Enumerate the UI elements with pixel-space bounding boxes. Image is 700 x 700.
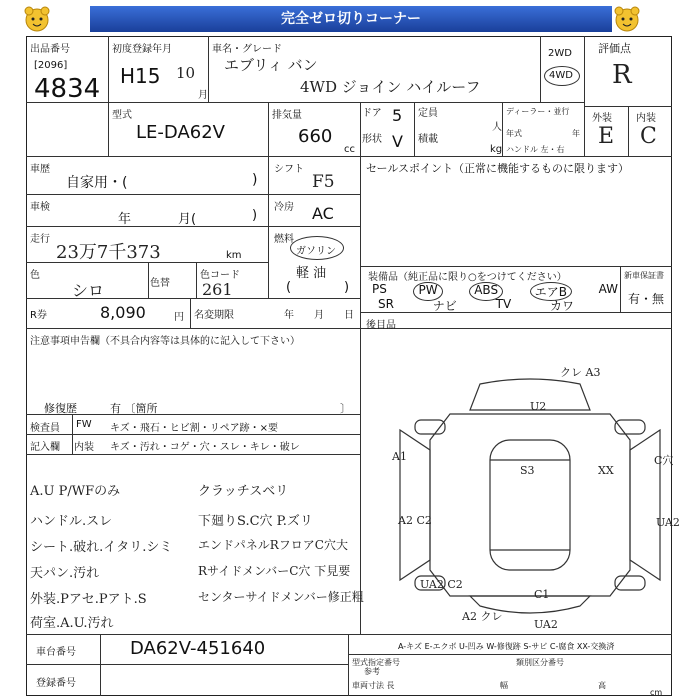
car-name: エブリィ バン: [224, 56, 318, 74]
check-list-1: キズ・飛石・ヒビ割・リペア跡・×要: [110, 423, 278, 434]
mileage-unit: km: [226, 250, 242, 261]
aircon-value: AC: [312, 204, 334, 223]
note-9: 外装.Pアセ.Pアト.S: [30, 592, 147, 607]
displacement-value: 660: [298, 126, 333, 147]
recycle-fee-value: 8,090: [100, 303, 146, 322]
note-2: クラッチスベリ: [198, 484, 289, 499]
check-code-1: FW: [76, 419, 92, 430]
inspection-year: 年: [118, 212, 132, 227]
repair-close: 〕: [340, 402, 351, 415]
registration-label: 登録番号: [36, 678, 76, 689]
capacity-label: 定員: [418, 108, 438, 119]
note-10: センターサイドメンバー修正粗: [198, 590, 364, 604]
note-8: RサイドメンバーC穴 下見要: [198, 564, 351, 578]
mark-a2-c2: A2 C2: [398, 514, 432, 527]
doors-label: ドア: [362, 108, 382, 119]
fuel-label: 燃料: [274, 234, 294, 245]
car-grade: 4WD ジョイン ハイルーフ: [300, 78, 481, 96]
name-change-day: 日: [344, 310, 354, 321]
aircon-label: 冷房: [274, 202, 294, 213]
dealer-label: ディーラー・並行: [506, 107, 570, 116]
chassis-value: DA62V-451640: [130, 638, 266, 659]
equip-abs: ABS: [469, 282, 503, 301]
year-label: 年式: [506, 129, 522, 138]
mark-ua2-bottom: UA2: [534, 618, 558, 631]
history-value: 自家用・(: [66, 175, 128, 191]
dims-label-1: 型式指定番号: [352, 658, 400, 667]
fuel-paren-close: ): [344, 280, 350, 295]
equip-leather: カワ: [549, 299, 574, 313]
grade-value: R: [612, 60, 632, 90]
first-reg-label: 初度登録年月: [112, 44, 172, 55]
first-reg-month-unit: 月: [198, 90, 208, 101]
check-label-1: 検査員: [30, 423, 60, 434]
repair-label: 修復歴: [44, 402, 77, 415]
note-11: 荷室.A.U.汚れ: [30, 616, 114, 631]
inspection-label: 車検: [30, 202, 50, 213]
dims-length: 車両寸法 長: [352, 681, 395, 690]
model-value: LE-DA62V: [136, 122, 225, 143]
recycle-fee-unit: 円: [174, 312, 184, 323]
interior-value: C: [640, 124, 657, 149]
shift-value: F5: [312, 172, 335, 192]
gasoline: ガソリン: [296, 246, 336, 257]
dims-label-2: 類別区分番号: [516, 658, 564, 667]
name-change-label: 名変期限: [194, 310, 234, 321]
first-reg-month: 10: [176, 64, 196, 82]
car-name-label: 車名・グレード: [212, 44, 282, 55]
shape-label: 形状: [362, 134, 382, 145]
mark-xx: XX: [598, 464, 614, 477]
load-label: 積載: [418, 134, 438, 145]
shape-value: V: [392, 132, 403, 151]
equip-sr: SR: [378, 297, 394, 311]
displacement-label: 排気量: [272, 110, 302, 121]
mascot-left-icon: [22, 4, 52, 34]
color-label: 色: [30, 270, 40, 281]
check-label-2: 記入欄: [30, 442, 60, 453]
color-value: シロ: [72, 281, 105, 300]
repair-has: 有 〔箇所: [110, 402, 158, 415]
mark-u2: U2: [530, 400, 547, 413]
model-label: 型式: [112, 110, 132, 121]
two-wd: 2WD: [548, 48, 572, 59]
note-5: シート.破れ.イタリ.シミ: [30, 540, 173, 555]
check-list-2: キズ・汚れ・コゲ・穴・スレ・キレ・破レ: [110, 442, 300, 453]
check-code-2: 内装: [74, 442, 94, 453]
note-1: A.U P/WFのみ: [30, 484, 121, 499]
dims-width: 幅: [500, 681, 508, 690]
mark-s3: S3: [520, 464, 535, 477]
mileage-value: 23万7千373: [56, 242, 161, 263]
mark-c-hole: C穴: [654, 454, 674, 467]
remarks-label: 注意事項申告欄（不具合内容等は具体的に記入して下さい）: [30, 336, 300, 347]
history-close: ): [252, 172, 258, 188]
mascot-right-icon: [612, 4, 642, 34]
mark-a2-kure: A2 クレ: [462, 610, 503, 623]
equip-tv: TV: [495, 297, 512, 311]
equip-navi: ナビ: [432, 299, 457, 313]
inspection-month: 月(: [178, 212, 197, 227]
after-seat-label: 後目品: [366, 320, 396, 331]
warranty-label: 新車保証書: [624, 271, 664, 280]
note-6: エンドパネルRフロアC穴大: [198, 538, 348, 552]
lot-code: [2096]: [34, 60, 68, 71]
color-code-label: 色コード: [200, 270, 240, 281]
color-code-value: 261: [202, 280, 233, 299]
equip-airbag: エアB: [530, 282, 572, 301]
sales-points-label: セールスポイント（正常に機能するものに限ります）: [366, 162, 630, 175]
displacement-unit: cc: [344, 144, 355, 155]
mileage-label: 走行: [30, 234, 50, 245]
dims-height: 高: [598, 681, 606, 690]
dims-cm: cm: [650, 688, 663, 697]
dims-ref: 参考: [364, 667, 380, 676]
equip-pw: PW: [413, 282, 442, 301]
grade-label: 評価点: [598, 42, 631, 55]
equipment-row-2: [378, 297, 574, 314]
warranty-value: 有・無: [628, 292, 665, 306]
capacity-unit: 人: [492, 122, 502, 133]
doors-value: 5: [392, 106, 403, 125]
equip-ps: PS: [372, 282, 387, 296]
mark-a3: クレ A3: [560, 366, 601, 379]
equip-aw: AW: [598, 282, 618, 296]
chassis-label: 車台番号: [36, 647, 76, 658]
lot-number: 4834: [34, 74, 101, 104]
equipment-label: 装備品（純正品に限り○をつけてください）: [368, 272, 567, 283]
name-change-year: 年: [284, 310, 294, 321]
note-4: 下廻りS.C穴 P.ズリ: [198, 514, 313, 529]
inspection-close: ): [252, 208, 258, 223]
car-damage-diagram: [380, 370, 670, 630]
diesel: 軽 油: [296, 266, 327, 281]
shift-label: シフト: [274, 164, 304, 175]
four-wd: 4WD: [549, 70, 573, 81]
color-replaced-label: 色替: [150, 278, 170, 289]
exterior-value: E: [598, 124, 615, 149]
note-3: ハンドル.スレ: [30, 514, 113, 529]
year-unit: 年: [572, 129, 580, 138]
load-unit: kg: [490, 144, 503, 155]
interior-label: 内装: [636, 113, 656, 124]
name-change-month: 月: [314, 310, 324, 321]
recycle-fee-label: R券: [30, 310, 47, 321]
mark-a1: A1: [392, 450, 407, 463]
mark-ua2-right: UA2: [656, 516, 680, 529]
header-title: 完全ゼロ切りコーナー: [90, 6, 612, 32]
first-reg-era: H15: [120, 64, 161, 88]
handle-label: ハンドル 左・右: [506, 145, 565, 154]
fuel-paren-open: (: [286, 280, 292, 295]
note-7: 天パン.汚れ: [30, 566, 100, 581]
exterior-label: 外装: [592, 113, 612, 124]
lot-label: 出品番号: [30, 44, 70, 55]
history-label: 車歴: [30, 164, 50, 175]
mark-c1: C1: [534, 588, 550, 601]
mark-ua2-c2: UA2 C2: [420, 578, 463, 591]
legend: A-キズ E-エクボ U-凹み W-修復跡 S-サビ C-腐食 XX-交換済: [398, 642, 615, 651]
